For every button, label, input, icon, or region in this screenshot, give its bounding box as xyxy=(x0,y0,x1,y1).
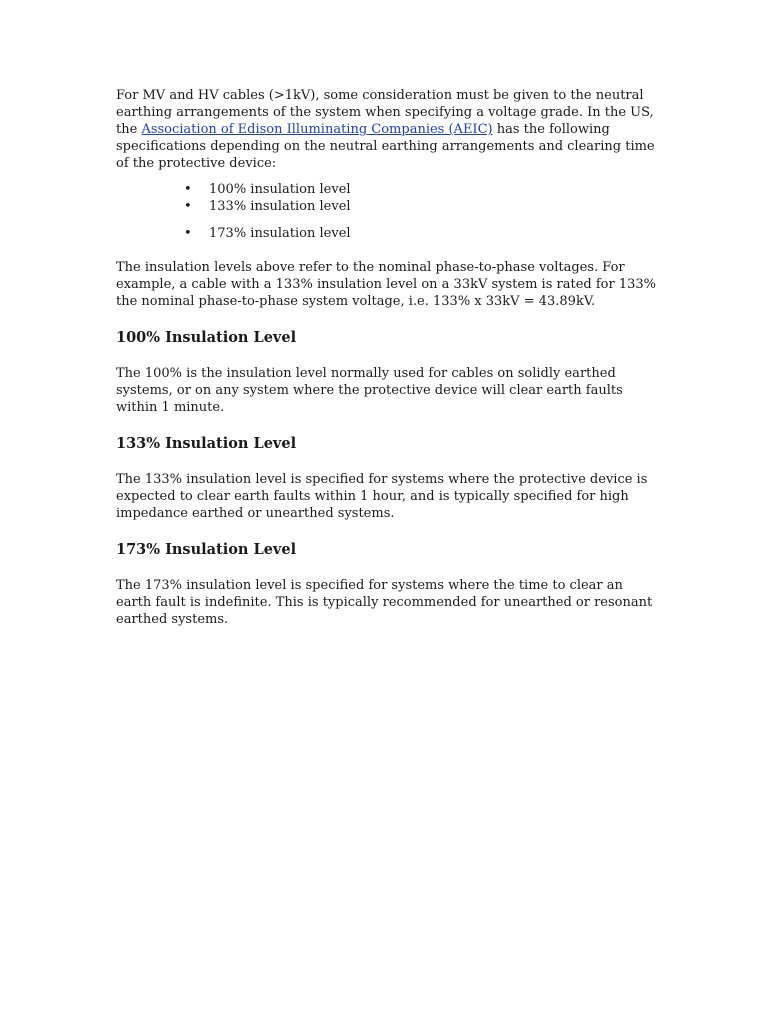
section-heading-100: 100% Insulation Level xyxy=(116,329,297,346)
explanation-paragraph: The insulation levels above refer to the nominal phase-to-phase voltages. For example, a cable with a 133% insulation level on a 33kV system is rated for 133% the nominal phase-to-phase system voltage, i.e. 133% x 33kV = 43.89kV. xyxy=(116,260,656,309)
list-item xyxy=(184,181,656,198)
section-heading-133: 133% Insulation Level xyxy=(116,435,297,452)
bullet-icon: • xyxy=(184,226,192,241)
list-item xyxy=(184,198,656,215)
document-page xyxy=(116,87,656,628)
insulation-level-list xyxy=(116,181,656,242)
intro-text-start: For MV and HV cables (>1kV), some consideration must be given to the neutral earthing arrangements of the system when specifying a voltage grade. In the US, the xyxy=(116,88,654,137)
section-body-100: The 100% is the insulation level normally used for cables on solidly earthed systems, or on any system where the protective device will clear earth faults within 1 minute. xyxy=(116,366,623,415)
bullet-icon: • xyxy=(184,182,192,197)
section-body-133: The 133% insulation level is specified for systems where the protective device is expected to clear earth faults within 1 hour, and is typically specified for high impedance earthed or unearthed systems. xyxy=(116,472,648,521)
intro-text-end: has the following specifications depending on the neutral earthing arrangements and clearing time of the protective device: xyxy=(116,122,655,171)
list-item-text: 173% insulation level xyxy=(209,226,351,241)
bullet-icon: • xyxy=(184,199,192,214)
list-item-text: 100% insulation level xyxy=(209,182,351,197)
section-body-173: The 173% insulation level is specified for systems where the time to clear an earth fault is indefinite. This is typically recommended for unearthed or resonant earthed systems. xyxy=(116,578,653,627)
list-item xyxy=(184,225,656,242)
section-heading-173: 173% Insulation Level xyxy=(116,541,297,558)
list-item-text: 133% insulation level xyxy=(209,199,351,214)
intro-paragraph xyxy=(116,87,656,172)
aeic-link[interactable]: Association of Edison Illuminating Companies (AEIC) xyxy=(141,122,493,137)
